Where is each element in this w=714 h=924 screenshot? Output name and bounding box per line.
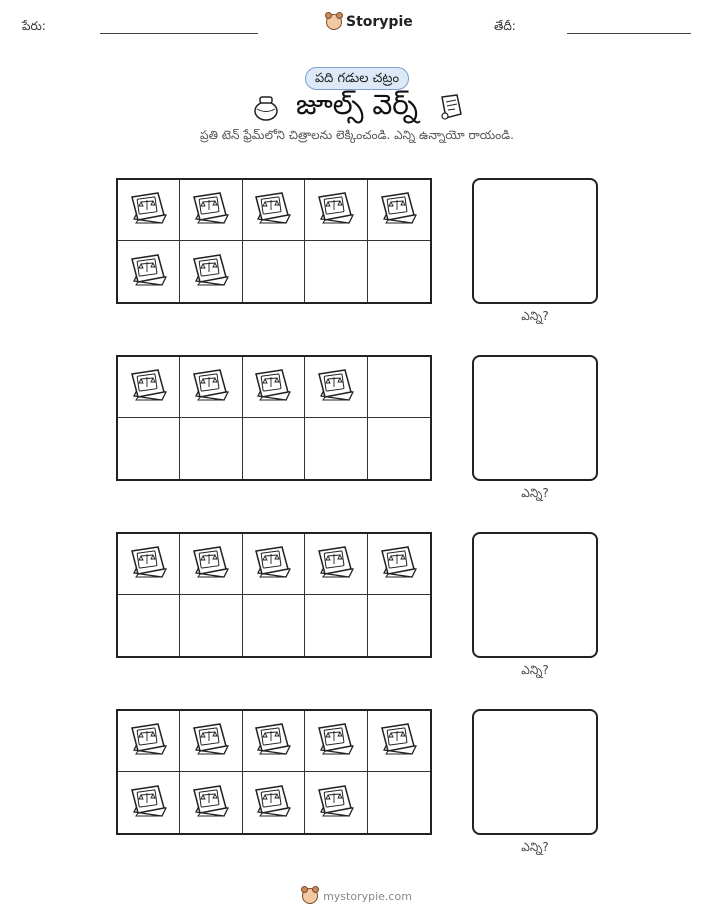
footer-url: mystorypie.com xyxy=(323,889,412,903)
answer-box[interactable] xyxy=(472,355,598,481)
worksheet-type-badge: పది గడుల చట్రం xyxy=(305,67,409,90)
law-book-icon xyxy=(128,366,170,408)
law-book-icon xyxy=(128,189,170,231)
ten-frame-cell xyxy=(180,241,242,302)
brand-logo xyxy=(326,14,413,30)
ten-frame-cell xyxy=(243,357,305,418)
law-book-icon xyxy=(190,720,232,762)
law-book-icon xyxy=(315,543,357,585)
ten-frame-cell xyxy=(305,418,367,479)
ten-frame-cell xyxy=(243,180,305,241)
law-book-icon xyxy=(252,782,294,824)
ten-frame-cell xyxy=(368,534,430,595)
ten-frame-cell xyxy=(118,357,180,418)
ten-frame-cell xyxy=(368,595,430,656)
ten-frame-cell xyxy=(118,241,180,302)
law-book-icon xyxy=(315,189,357,231)
name-field[interactable] xyxy=(100,33,258,34)
law-book-icon xyxy=(128,782,170,824)
ten-frame-cell xyxy=(180,357,242,418)
law-book-icon xyxy=(190,366,232,408)
ten-frame-cell xyxy=(305,772,367,833)
law-book-icon xyxy=(252,543,294,585)
ten-frame-cell xyxy=(180,595,242,656)
law-book-icon xyxy=(190,251,232,293)
law-book-icon xyxy=(128,543,170,585)
answer-box[interactable] xyxy=(472,709,598,835)
law-book-icon xyxy=(315,720,357,762)
law-book-icon xyxy=(378,543,420,585)
footer-bear-logo-icon xyxy=(302,888,318,904)
ten-frame-cell xyxy=(368,772,430,833)
ten-frame-cell xyxy=(118,534,180,595)
law-book-icon xyxy=(378,189,420,231)
ten-frame-cell xyxy=(180,180,242,241)
ten-frame-cell xyxy=(305,357,367,418)
ten-frame xyxy=(116,532,432,658)
ten-frame-cell xyxy=(118,418,180,479)
ten-frame-cell xyxy=(180,534,242,595)
ten-frame-cell xyxy=(305,241,367,302)
ten-frame-cell xyxy=(368,241,430,302)
answer-label: ఎన్ని? xyxy=(521,663,549,677)
date-label: తేదీ: xyxy=(494,19,516,33)
ten-frame-cell xyxy=(243,534,305,595)
law-book-icon xyxy=(315,366,357,408)
instructions-text: ప్రతి టెన్ ఫ్రేమ్‌లోని చిత్రాలను లెక్కించండి. ఎన్ని ఉన్నాయో రాయండి. xyxy=(200,128,514,142)
law-book-icon xyxy=(252,720,294,762)
law-book-icon xyxy=(378,720,420,762)
ten-frame-cell xyxy=(368,180,430,241)
ten-frame xyxy=(116,178,432,304)
answer-label: ఎన్ని? xyxy=(521,840,549,854)
ten-frame-cell xyxy=(118,180,180,241)
ten-frame-cell xyxy=(305,711,367,772)
law-book-icon xyxy=(252,189,294,231)
ten-frame-cell xyxy=(243,241,305,302)
answer-box[interactable] xyxy=(472,532,598,658)
footer xyxy=(0,888,714,904)
ten-frame-cell xyxy=(180,772,242,833)
ten-frame-cell xyxy=(305,180,367,241)
ten-frame-cell xyxy=(180,711,242,772)
law-book-icon xyxy=(190,543,232,585)
law-book-icon xyxy=(315,782,357,824)
ten-frame-cell xyxy=(118,711,180,772)
law-book-icon xyxy=(190,189,232,231)
ten-frame-cell xyxy=(368,711,430,772)
answer-label: ఎన్ని? xyxy=(521,309,549,323)
law-book-icon xyxy=(128,720,170,762)
ten-frame-cell xyxy=(243,418,305,479)
ten-frame-cell xyxy=(368,357,430,418)
law-book-icon xyxy=(190,782,232,824)
scroll-map-icon xyxy=(437,92,465,122)
ten-frame-cell xyxy=(118,772,180,833)
law-book-icon xyxy=(128,251,170,293)
ten-frame-cell xyxy=(243,595,305,656)
ten-frame-cell xyxy=(305,534,367,595)
worksheet-title: జూల్స్ వెర్న్ xyxy=(296,88,418,121)
ten-frame-cell xyxy=(368,418,430,479)
ten-frame xyxy=(116,709,432,835)
answer-label: ఎన్ని? xyxy=(521,486,549,500)
ten-frame-cell xyxy=(243,772,305,833)
law-book-icon xyxy=(252,366,294,408)
name-label: పేరు: xyxy=(22,19,46,33)
ten-frame-cell xyxy=(180,418,242,479)
ten-frame xyxy=(116,355,432,481)
brand-name: Storypie xyxy=(346,14,413,30)
answer-box[interactable] xyxy=(472,178,598,304)
bear-logo-icon xyxy=(326,14,342,30)
ten-frame-cell xyxy=(243,711,305,772)
ten-frame-cell xyxy=(118,595,180,656)
ten-frame-cell xyxy=(305,595,367,656)
date-field[interactable] xyxy=(567,33,691,34)
